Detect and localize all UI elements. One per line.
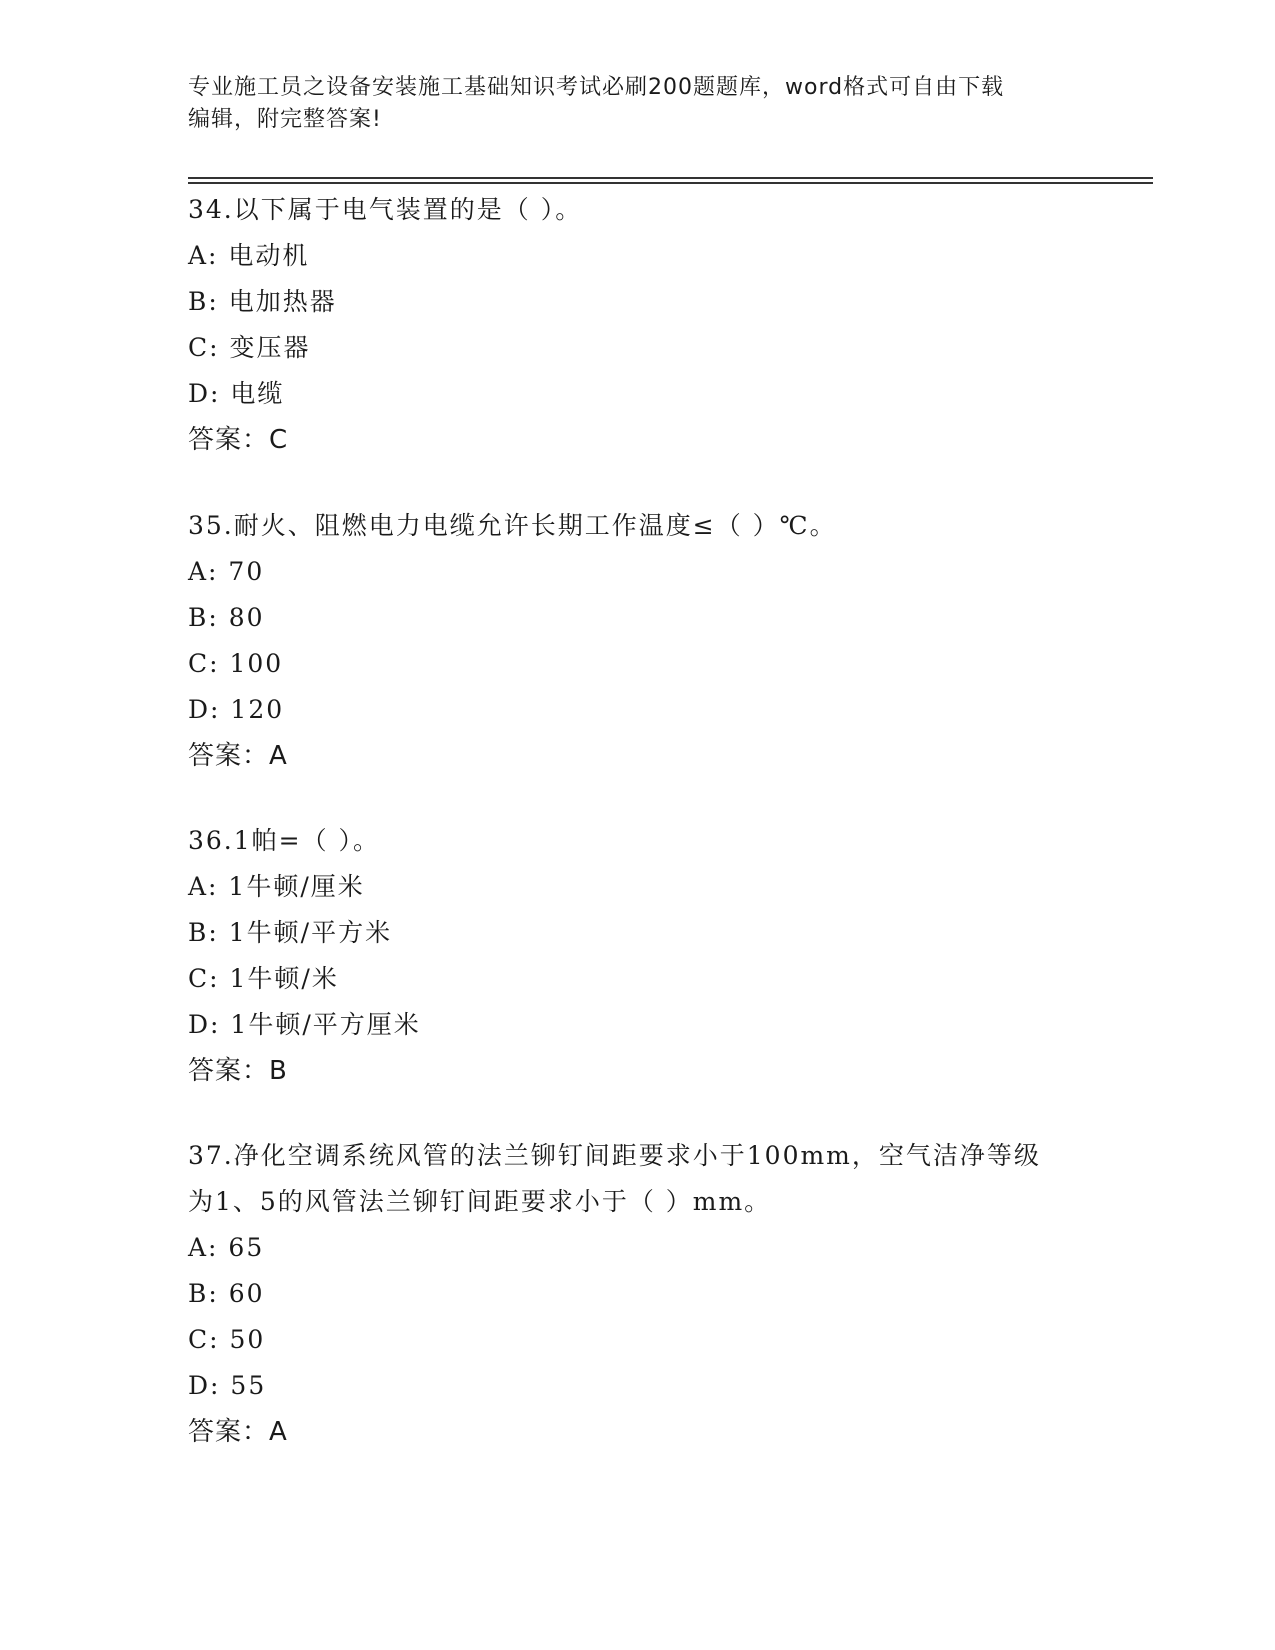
question-stem-continued: 为1、5的风管法兰铆钉间距要求小于（ ）mm。 [188, 1187, 772, 1216]
document-header [188, 72, 1068, 136]
option-a: A: 电动机 [188, 241, 310, 270]
answer: 答案：B [188, 1056, 288, 1086]
answer: 答案：C [188, 425, 289, 455]
question-stem: 34.以下属于电气装置的是（ ）。 [188, 195, 583, 224]
option-b: B: 60 [188, 1279, 265, 1308]
question-35 [188, 503, 1088, 779]
header-divider-bottom [188, 182, 1153, 184]
option-c: C: 1牛顿/米 [188, 964, 339, 993]
option-b: B: 80 [188, 603, 265, 632]
answer: 答案：A [188, 741, 288, 771]
question-stem: 37.净化空调系统风管的法兰铆钉间距要求小于100mm，空气洁净等级 [188, 1141, 1041, 1170]
option-a: A: 70 [188, 557, 265, 586]
option-d: D: 1牛顿/平方厘米 [188, 1010, 421, 1039]
option-d: D: 电缆 [188, 379, 285, 408]
header-divider-top [188, 177, 1153, 179]
option-d: D: 120 [188, 695, 285, 724]
question-34 [188, 187, 1088, 463]
option-c: C: 50 [188, 1325, 266, 1354]
option-c: C: 变压器 [188, 333, 311, 362]
option-a: A: 65 [188, 1233, 265, 1262]
option-a: A: 1牛顿/厘米 [188, 872, 365, 901]
option-b: B: 电加热器 [188, 287, 337, 316]
question-stem: 35.耐火、阻燃电力电缆允许长期工作温度≤（ ）℃。 [188, 511, 837, 540]
answer: 答案：A [188, 1417, 288, 1447]
header-title-line-1: 专业施工员之设备安装施工基础知识考试必刷200题题库，word格式可自由下载 [188, 75, 1005, 100]
question-stem: 36.1帕=（ ）。 [188, 826, 381, 855]
option-c: C: 100 [188, 649, 284, 678]
option-b: B: 1牛顿/平方米 [188, 918, 393, 947]
question-37 [188, 1133, 1088, 1455]
header-title-line-2: 编辑，附完整答案! [188, 107, 382, 132]
question-36 [188, 818, 1088, 1094]
option-d: D: 55 [188, 1371, 267, 1400]
